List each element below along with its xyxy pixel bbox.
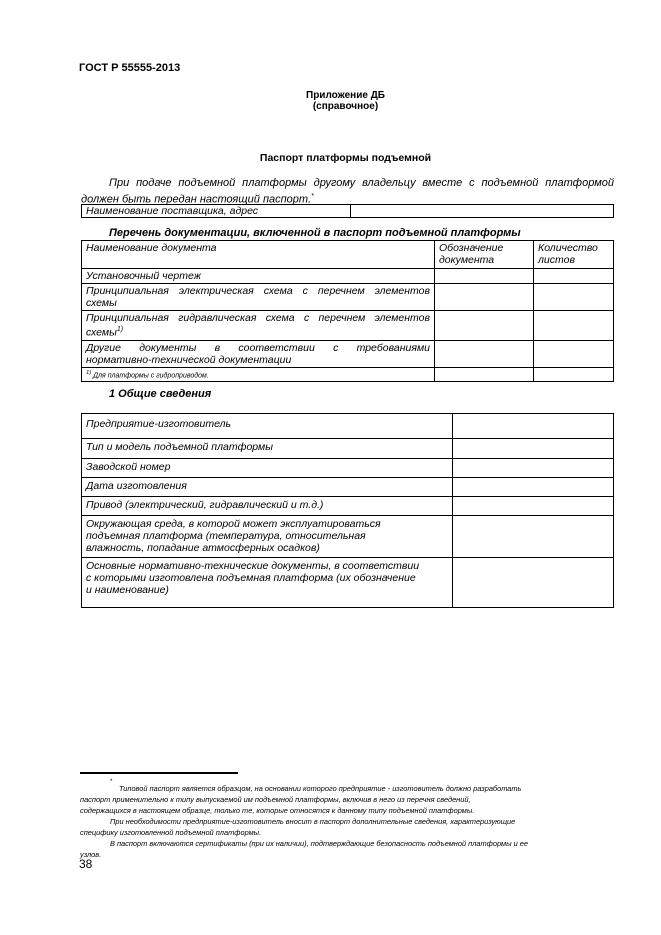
documents-table — [81, 240, 614, 382]
general-row-label — [82, 478, 453, 497]
general-row-line: Привод (электрический, гидравлический и т.д.) — [86, 499, 324, 511]
doc-row-designation — [435, 269, 534, 284]
col-header-designation-l1: Обозначение — [439, 242, 504, 254]
documents-section-title: Перечень документации, включенной в паспорт подъемной платформы — [109, 227, 521, 239]
appendix-title-line: Приложение ДБ — [306, 90, 385, 101]
table-row — [82, 558, 614, 608]
general-row-label — [82, 558, 453, 608]
documents-header-row — [82, 241, 614, 269]
general-row-value — [453, 478, 614, 497]
general-row-line: влажность, попадание атмосферных осадков) — [86, 542, 320, 554]
documents-footnote-mark: 1) — [86, 369, 92, 376]
doc-row-line: схемы — [86, 326, 117, 339]
table-row — [82, 340, 614, 367]
doc-row-designation — [435, 311, 534, 341]
col-header-designation — [435, 241, 534, 269]
general-row-line: и наименование) — [86, 584, 169, 596]
doc-row-designation — [435, 284, 534, 311]
doc-row-line: Другие документы в соответствии с требованиями — [86, 341, 430, 354]
supplier-value — [351, 205, 614, 218]
doc-row-name — [82, 311, 435, 341]
intro-line-1: При подаче подъемной платформы другому владельцу вместе с подъемной платформой — [109, 177, 614, 189]
doc-row-line: Установочный чертеж — [86, 270, 201, 282]
doc-row-designation — [435, 340, 534, 367]
supplier-table — [81, 204, 614, 218]
table-row — [82, 269, 614, 284]
documents-footnote-row — [82, 367, 614, 381]
doc-row-count — [534, 340, 614, 367]
doc-row-count — [534, 269, 614, 284]
general-table — [81, 413, 614, 608]
appendix-subtitle: (справочное) — [312, 101, 379, 112]
table-row — [82, 497, 614, 516]
footnote-line: Типовой паспорт является образцом, на основании которого предприятие - изготовитель должно разработать — [119, 784, 522, 794]
page-title: Паспорт платформы подъемной — [259, 152, 432, 164]
doc-row-designation — [435, 367, 534, 381]
standard-number: ГОСТ Р 55555-2013 — [79, 62, 181, 74]
general-row-value — [453, 497, 614, 516]
general-row-line: Предприятие-изготовитель — [86, 418, 232, 430]
doc-row-line: схемы — [86, 297, 117, 309]
general-row-line: Основные нормативно-технические документы, в соответствии — [86, 560, 420, 572]
intro-paragraph — [81, 177, 614, 207]
documents-footnote — [82, 367, 435, 381]
general-row-label — [82, 516, 453, 558]
general-row-line: с которыми изготовлена подъемная платформа (их обозначение — [86, 572, 416, 584]
general-row-line: Заводской номер — [86, 461, 171, 473]
doc-row-count — [534, 367, 614, 381]
general-row-line: Тип и модель подъемной платформы — [86, 441, 273, 453]
footnote-line: В паспорт включаются сертификаты (при их наличии), подтверждающие безопасность подъемной платформы и ее — [110, 839, 528, 849]
table-row — [82, 516, 614, 558]
supplier-label: Наименование поставщика, адрес — [82, 205, 351, 218]
col-header-count-l1: Количество — [538, 242, 598, 254]
doc-row-line: Принципиальная электрическая схема с перечнем элементов — [86, 285, 430, 297]
table-row — [82, 311, 614, 341]
general-row-value — [453, 459, 614, 478]
table-row — [82, 414, 614, 439]
general-row-label — [82, 439, 453, 459]
col-header-name: Наименование документа — [82, 241, 435, 269]
doc-row-name — [82, 284, 435, 311]
intro-footnote-mark: * — [311, 193, 314, 200]
general-row-value — [453, 414, 614, 439]
doc-row-name — [82, 340, 435, 367]
appendix-title — [0, 90, 661, 112]
doc-row-name — [82, 269, 435, 284]
general-row-value — [453, 439, 614, 459]
table-row — [82, 459, 614, 478]
doc-row-footnote-mark: 1) — [116, 326, 124, 333]
general-row-value — [453, 558, 614, 608]
col-header-count-l2: листов — [538, 254, 575, 266]
col-header-count — [534, 241, 614, 269]
general-row-line: подъемная платформа (температура, относительная — [86, 530, 366, 542]
general-row-line: Дата изготовления — [86, 480, 187, 492]
footnotes-block — [80, 776, 616, 860]
footnote-separator — [80, 772, 238, 774]
footnote-line: паспорт применительно к типу выпускаемой им подъемной платформы, включив в него из перечня сведений, — [80, 795, 471, 805]
doc-row-count — [534, 311, 614, 341]
table-row — [82, 284, 614, 311]
table-row — [82, 439, 614, 459]
doc-row-line: Принципиальная гидравлическая схема с перечнем элементов — [86, 312, 430, 324]
documents-footnote-text: Для платформы с гидроприводом. — [93, 371, 209, 379]
doc-row-count — [534, 284, 614, 311]
table-row — [82, 478, 614, 497]
intro-line-2: должен быть передан настоящий паспорт. — [81, 193, 312, 206]
page-number: 38 — [79, 857, 93, 871]
col-header-designation-l2: документа — [439, 254, 495, 266]
general-row-label — [82, 497, 453, 516]
footnote-line: специфику изготовленной подъемной платформы. — [80, 828, 262, 838]
general-row-value — [453, 516, 614, 558]
footnote-line: При необходимости предприятие-изготовитель вносит в паспорт дополнительные сведения, характеризующие — [110, 817, 516, 827]
footnote-line: содержащихся в настоящем образце, только те, которые относятся к данному типу подъемной платформы. — [80, 806, 475, 816]
doc-row-line: нормативно-технической документации — [86, 353, 292, 366]
footnote-line: узлов. — [80, 850, 102, 860]
general-row-label — [82, 459, 453, 478]
footnote-mark: * — [110, 778, 113, 785]
general-section-title: 1 Общие сведения — [109, 388, 212, 400]
general-row-label — [82, 414, 453, 439]
general-row-line: Окружающая среда, в которой может эксплуатироваться — [86, 518, 381, 530]
